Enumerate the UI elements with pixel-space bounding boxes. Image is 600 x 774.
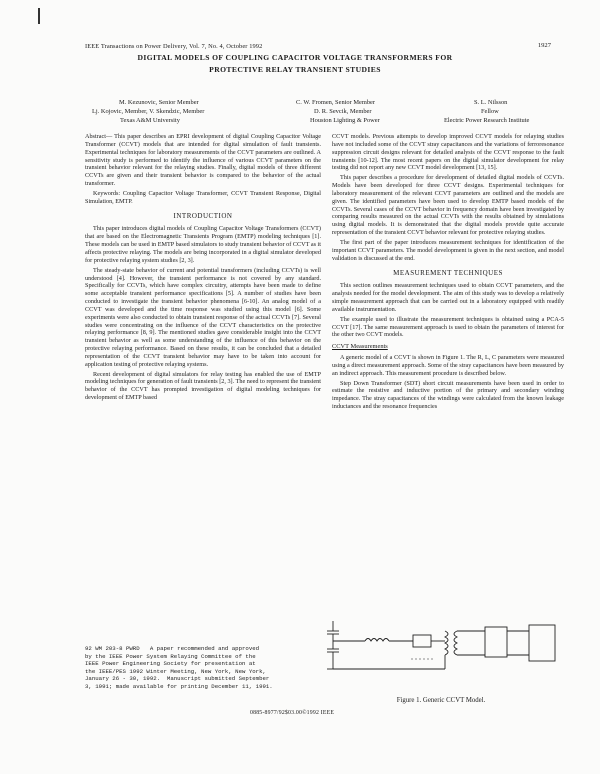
ccvt-circuit-diagram: [315, 617, 567, 679]
footnote: 92 WM 203-8 PWRD A paper recommended and approved by the IEEE Power System Relaying Committee of the IEEE Power Engineering Society for presentation at the IEEE/PES 1992 Winter Meeting, New York, New York, January 26 - 30, 1992. Manuscript submitted September 3, 1991; made available for printing December 11, 1991.: [85, 645, 273, 690]
author-a1: M. Kezunovic, Senior Member: [119, 99, 199, 106]
affiliation-c: Electric Power Research Institute: [444, 117, 530, 124]
left-column: [85, 133, 321, 404]
paper-title-line1: DIGITAL MODELS OF COUPLING CAPACITOR VOLTAGE TRANSFORMERS FOR: [137, 53, 453, 62]
right-paragraph-5: The example used to illustrate the measurement techniques is obtained using a PCA-5 CCVT [17]. The same measurement approach is used to obtain the parameters of interest for the other two CCVT models.: [332, 315, 564, 339]
right-paragraph-7: Step Down Transformer (SDT) short circuit measurements have been used in order to estimate the resistive and inductive portion of the primary and secondary winding impedance. The stray capacitances of the windings were calculated from the known leakage inductances and the resonance frequencies: [332, 379, 564, 411]
right-paragraph-3: The first part of the paper introduces measurement techniques for identification of the important CCVT parameters. The model development is given in the next section, and model validation is discussed at the end.: [332, 238, 564, 262]
journal-header: IEEE Transactions on Power Delivery, Vol. 7, No. 4, October 1992: [85, 43, 263, 50]
right-column: [332, 133, 564, 413]
copyright-id: 0885-8977/92$03.00©1992 IEEE: [250, 710, 335, 716]
ferroresonance-circuit: [485, 627, 507, 657]
author-c1: S. L. Nilsson: [474, 99, 508, 106]
right-paragraph-1: CCVT models. Previous attempts to develop improved CCVT models for relaying studies have not included some of the CCVT stray capacitances and the variations of ferroresonance suppression circuit designs relevant for detailed analysis of the CCVT response to the fault transients [10-12]. The most recent papers on the digital simulator development for relay testing did not report any new CCVT model development [13, 15].: [332, 133, 564, 172]
intro-paragraph-2: The steady-state behavior of current and potential transformers (including CCVTs) is well understood [4]. However, the transient performance is not covered by any standard. Specifically for CCVTs, which have complex circuitry, attempts have been made to define some acceptable transient performance specifications [5]. A number of studies have been conducted to investigate the transient behavior phenomena [6-10]. An analog model of a CCVT was developed and the time response was studied using this model [6]. Some experiments were also conducted to obtain transient response of the actual CCVTs [7]. Several studies were concentrating on the influence of the CCVT characteristics on the protective relaying performance [8, 9]. The mentioned studies gave considerable insight into the CCVT transient behavior as well as some understanding of the influence of this behavior on the protective relaying performance. Based on these results, it can be concluded that a detailed representation of the CCVT transient behavior may have to be taken into account for application testing of protective relaying systems.: [85, 266, 321, 368]
affiliation-b: Houston Lighting & Power: [310, 117, 380, 124]
scan-mark: [38, 8, 40, 24]
right-paragraph-2: This paper describes a procedure for development of detailed digital models of CCVTs. Models have been developed for three CCVT designs. Experimental techniques for laboratory measurement of the relevant CCVT parameters are outlined and the models are given. The identified parameters have been used to develop EMTP based models of the CCVTs. Several cases of the CCVT behavior in frequency domain have been investigated by comparing results measured on the actual CCVTs with the results obtained by simulations using digital models. It is demonstrated that the digital models provide quite accurate representation of the transient CCVT behavior relevant for protective relaying studies.: [332, 174, 564, 237]
author-b1: C. W. Fromen, Senior Member: [296, 99, 375, 106]
resistor-box: [413, 635, 431, 647]
section-heading-introduction: INTRODUCTION: [173, 211, 233, 220]
intro-paragraph-1: This paper introduces digital models of Coupling Capacitor Voltage Transformers (CCVT) that are based on the Electromagnetic Transients Program (EMTP) modeling techniques [1]. These models can be used in EMTP based simulators to study transient behavior of CCVT as it affects protective relaying. The models are being incorporated in a digital simulator developed for protective relaying system studies [2, 3].: [85, 225, 321, 264]
keywords: Keywords: Coupling Capacitor Voltage Transformer, CCVT Transient Response, Digital Simulation, EMTP.: [85, 189, 321, 205]
tuning-reactor: [365, 639, 389, 642]
subsection-heading-ccvt-measurements: CCVT Measurements: [332, 343, 388, 351]
page-number: 1927: [537, 42, 551, 49]
affiliation-a: Texas A&M University: [120, 117, 180, 124]
transformer-primary: [445, 631, 448, 655]
paper-title-line2: PROTECTIVE RELAY TRANSIENT STUDIES: [209, 65, 381, 74]
transformer-secondary: [454, 631, 457, 655]
author-a2: Lj. Kojovic, Member, V. Skendzic, Member: [92, 108, 205, 115]
figure-caption: Figure 1. Generic CCVT Model.: [396, 697, 486, 704]
author-c2: Fellow: [481, 108, 499, 115]
abstract: Abstract— This paper describes an EPRI development of digital Coupling Capacitor Voltage Transformer (CCVT) models that are intended for digital simulation of fault transients. Experimental techniques for laboratory measurements of the CCVT parameters are outlined. A sensitivity study is performed to identify the influence of various CCVT parameters on the transient behavior relevant for the relaying studies. Finally, digital models of three different CCVTs are given and their transient behavior is compared to the behavior of the actual transformer.: [85, 133, 321, 188]
intro-paragraph-3: Recent development of digital simulators for relay testing has enabled the use of EMTP modeling techniques for generation of fault transients [2, 3]. The need to represent the transient behavior of the CCVT has prompted investigation of digital modeling techniques for development of EMTP based: [85, 370, 321, 402]
right-paragraph-6: A generic model of a CCVT is shown in Figure 1. The R, L, C parameters were measured using a direct measurement approach. Some of the stray capacitances have been measured by an indirect approach. This measurement procedure is described below.: [332, 354, 564, 377]
right-paragraph-4: This section outlines measurement techniques used to obtain CCVT parameters, and the analysis needed for the model development. The aim of this study was to develop a relatively simple measurement approach that can be carried out in a laboratory equipped with readily available instrumentation.: [332, 282, 564, 313]
section-heading-measurement: MEASUREMENT TECHNIQUES: [393, 268, 503, 277]
author-b2: D. R. Sevcik, Member: [314, 108, 372, 115]
burden-box: [529, 625, 555, 661]
